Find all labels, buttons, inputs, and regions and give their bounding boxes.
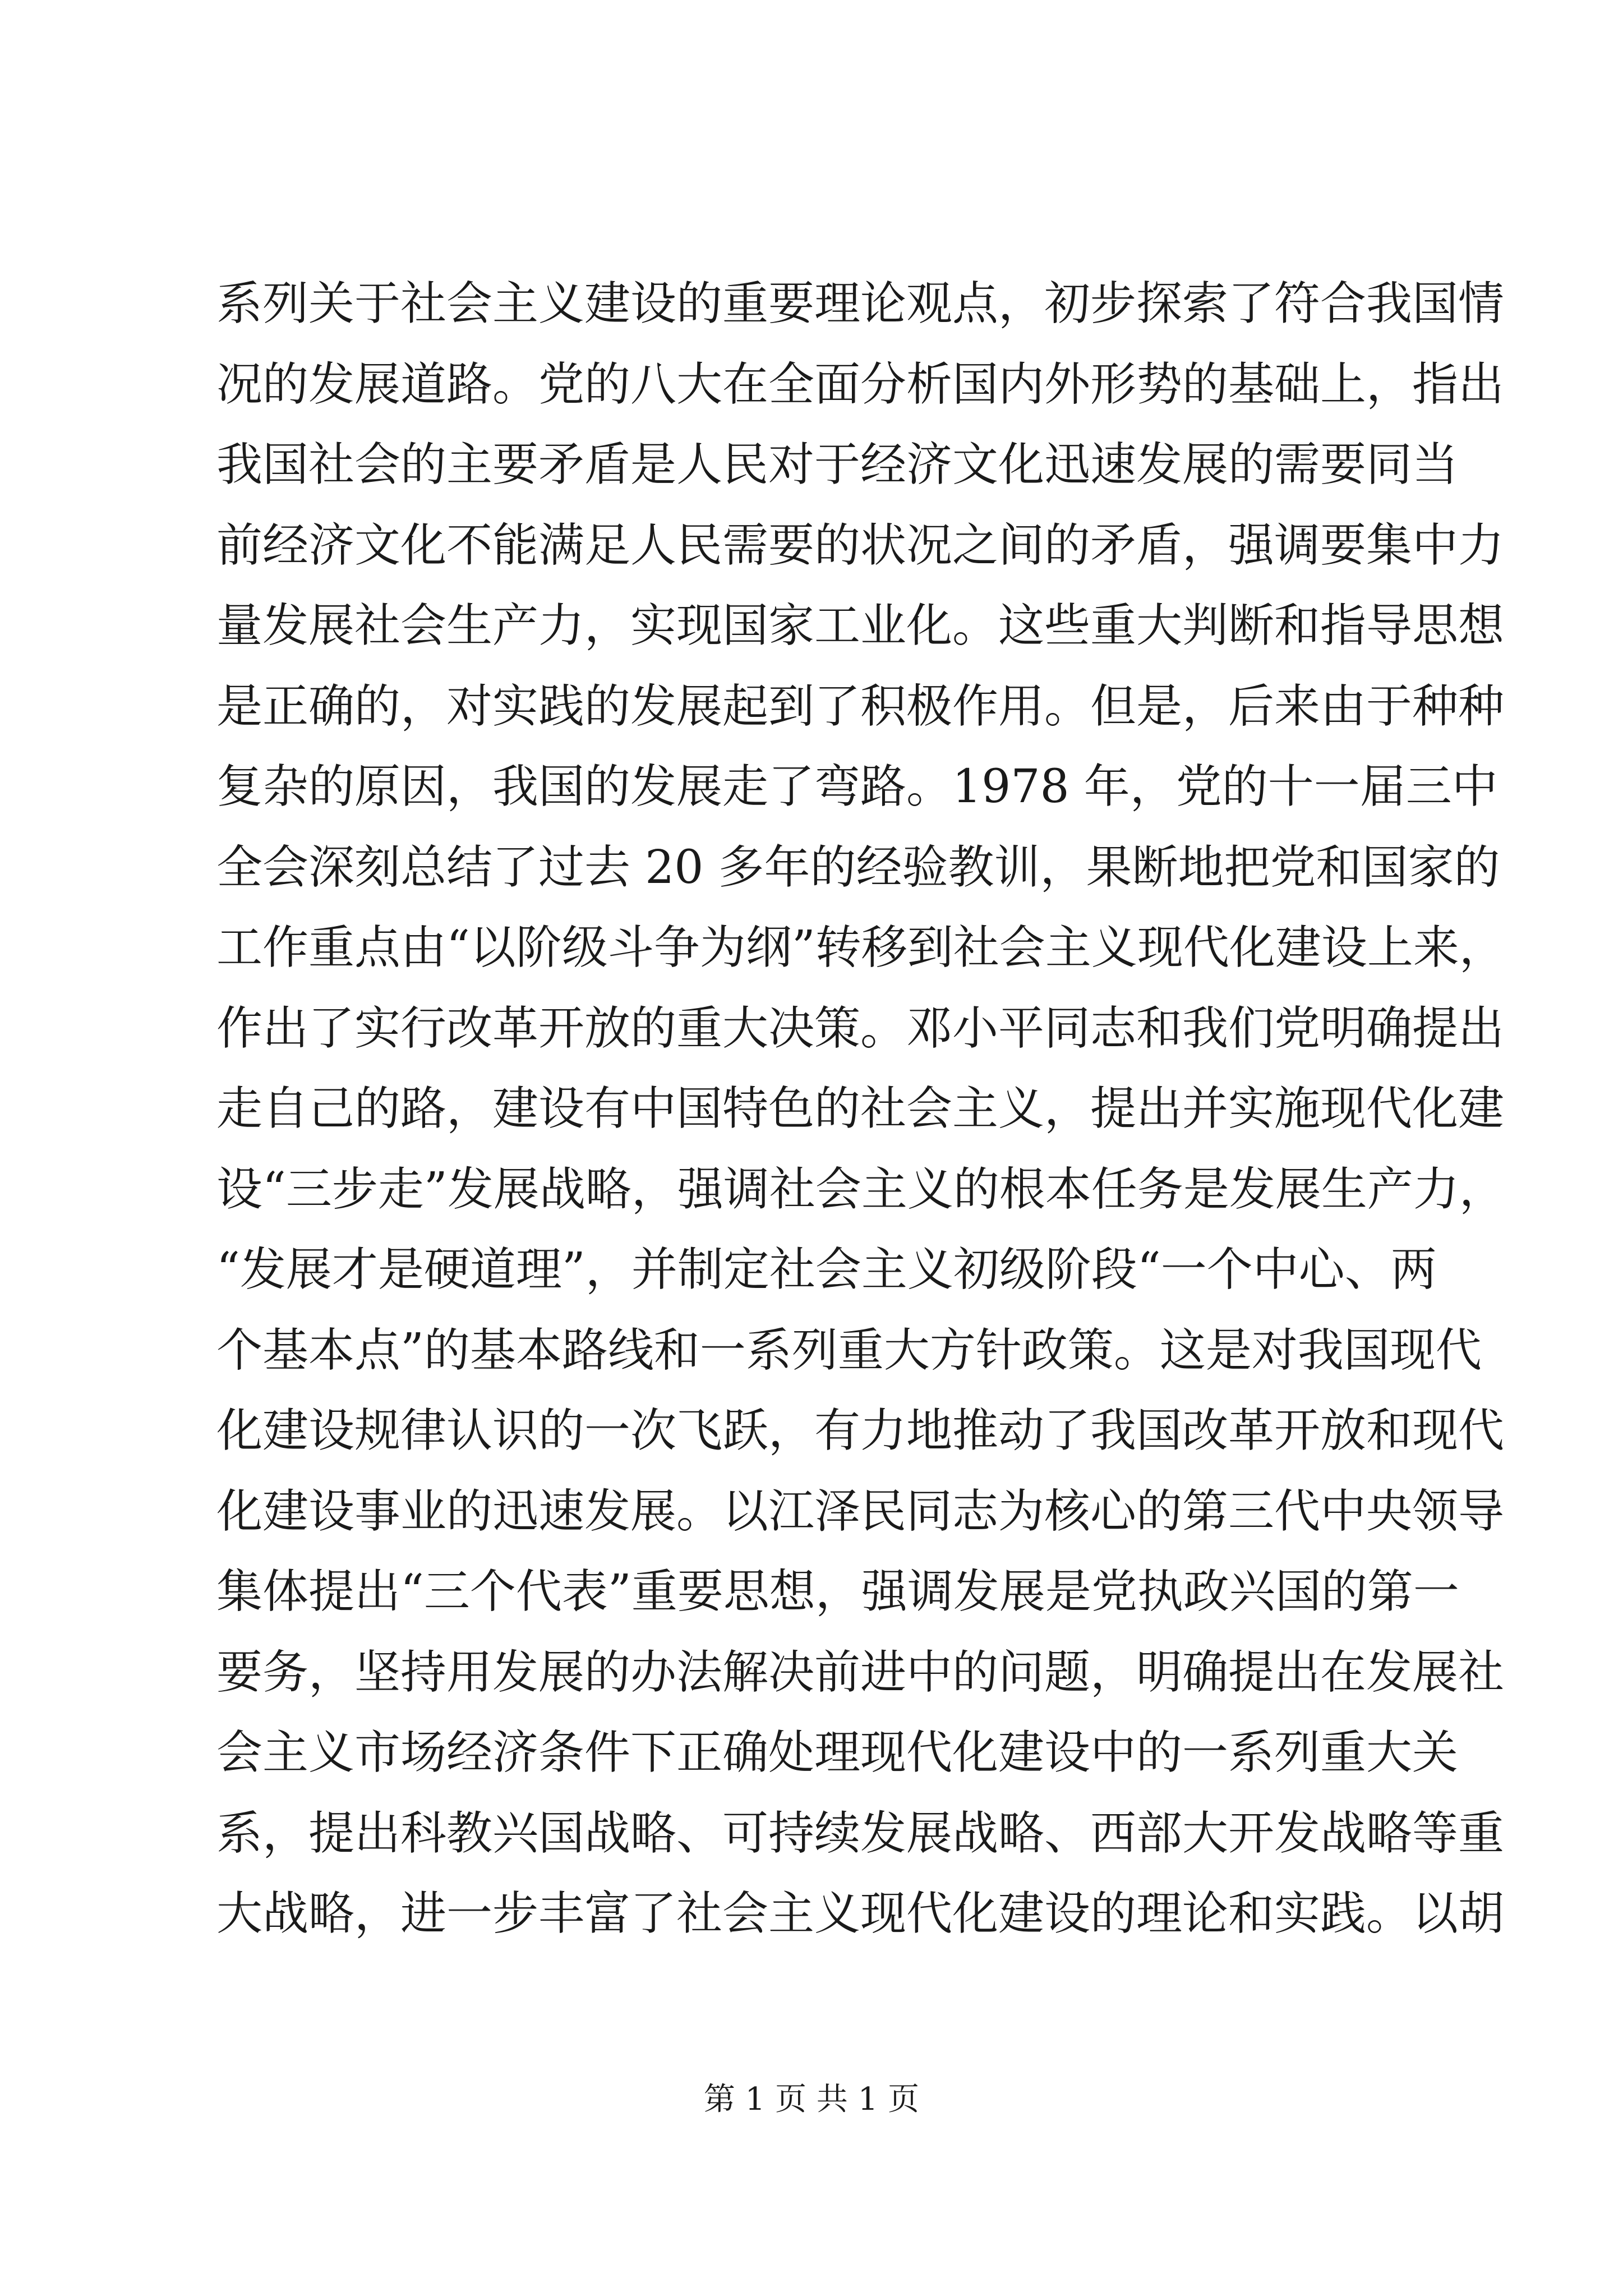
text-line: 复杂的原因，我国的发展走了弯路。1978 年，党的十一届三中 <box>216 760 1498 813</box>
text-line: 要务，坚持用发展的办法解决前进中的问题，明确提出在发展社 <box>216 1645 1505 1699</box>
text-line: 量发展社会生产力，实现国家工业化。这些重大判断和指导思想 <box>216 599 1505 652</box>
text-line: “发展才是硬道理”，并制定社会主义初级阶段“一个中心、两 <box>216 1243 1437 1296</box>
text-line: 全会深刻总结了过去 20 多年的经验教训，果断地把党和国家的 <box>216 840 1500 894</box>
text-line: 况的发展道路。党的八大在全面分析国内外形势的基础上，指出 <box>216 357 1505 411</box>
text-line: 前经济文化不能满足人民需要的状况之间的矛盾，强调要集中力 <box>216 518 1505 572</box>
text-line: 集体提出“三个代表”重要思想，强调发展是党执政兴国的第一 <box>216 1565 1459 1618</box>
text-line: 化建设规律认识的一次飞跃，有力地推动了我国改革开放和现代 <box>216 1404 1505 1457</box>
text-line: 大战略，进一步丰富了社会主义现代化建设的理论和实践。以胡 <box>216 1887 1505 1940</box>
text-line: 是正确的，对实践的发展起到了积极作用。但是，后来由于种种 <box>216 679 1505 733</box>
text-line: 会主义市场经济条件下正确处理现代化建设中的一系列重大关 <box>216 1726 1459 1779</box>
text-line: 系，提出科教兴国战略、可持续发展战略、西部大开发战略等重 <box>216 1806 1505 1860</box>
text-line: 设“三步走”发展战略，强调社会主义的根本任务是发展生产力， <box>216 1162 1505 1216</box>
text-line: 工作重点由“以阶级斗争为纲”转移到社会主义现代化建设上来， <box>216 921 1505 974</box>
text-line: 化建设事业的迅速发展。以江泽民同志为核心的第三代中央领导 <box>216 1484 1505 1538</box>
text-line: 系列关于社会主义建设的重要理论观点，初步探索了符合我国情 <box>216 277 1505 330</box>
page-number-footer: 第 1 页 共 1 页 <box>703 2081 920 2118</box>
text-line: 作出了实行改革开放的重大决策。邓小平同志和我们党明确提出 <box>216 1001 1505 1055</box>
text-line: 个基本点”的基本路线和一系列重大方针政策。这是对我国现代 <box>216 1323 1482 1377</box>
text-line: 走自己的路，建设有中国特色的社会主义，提出并实施现代化建 <box>216 1082 1505 1135</box>
body-text <box>216 264 1505 1954</box>
text-line: 我国社会的主要矛盾是人民对于经济文化迅速发展的需要同当 <box>216 438 1459 491</box>
